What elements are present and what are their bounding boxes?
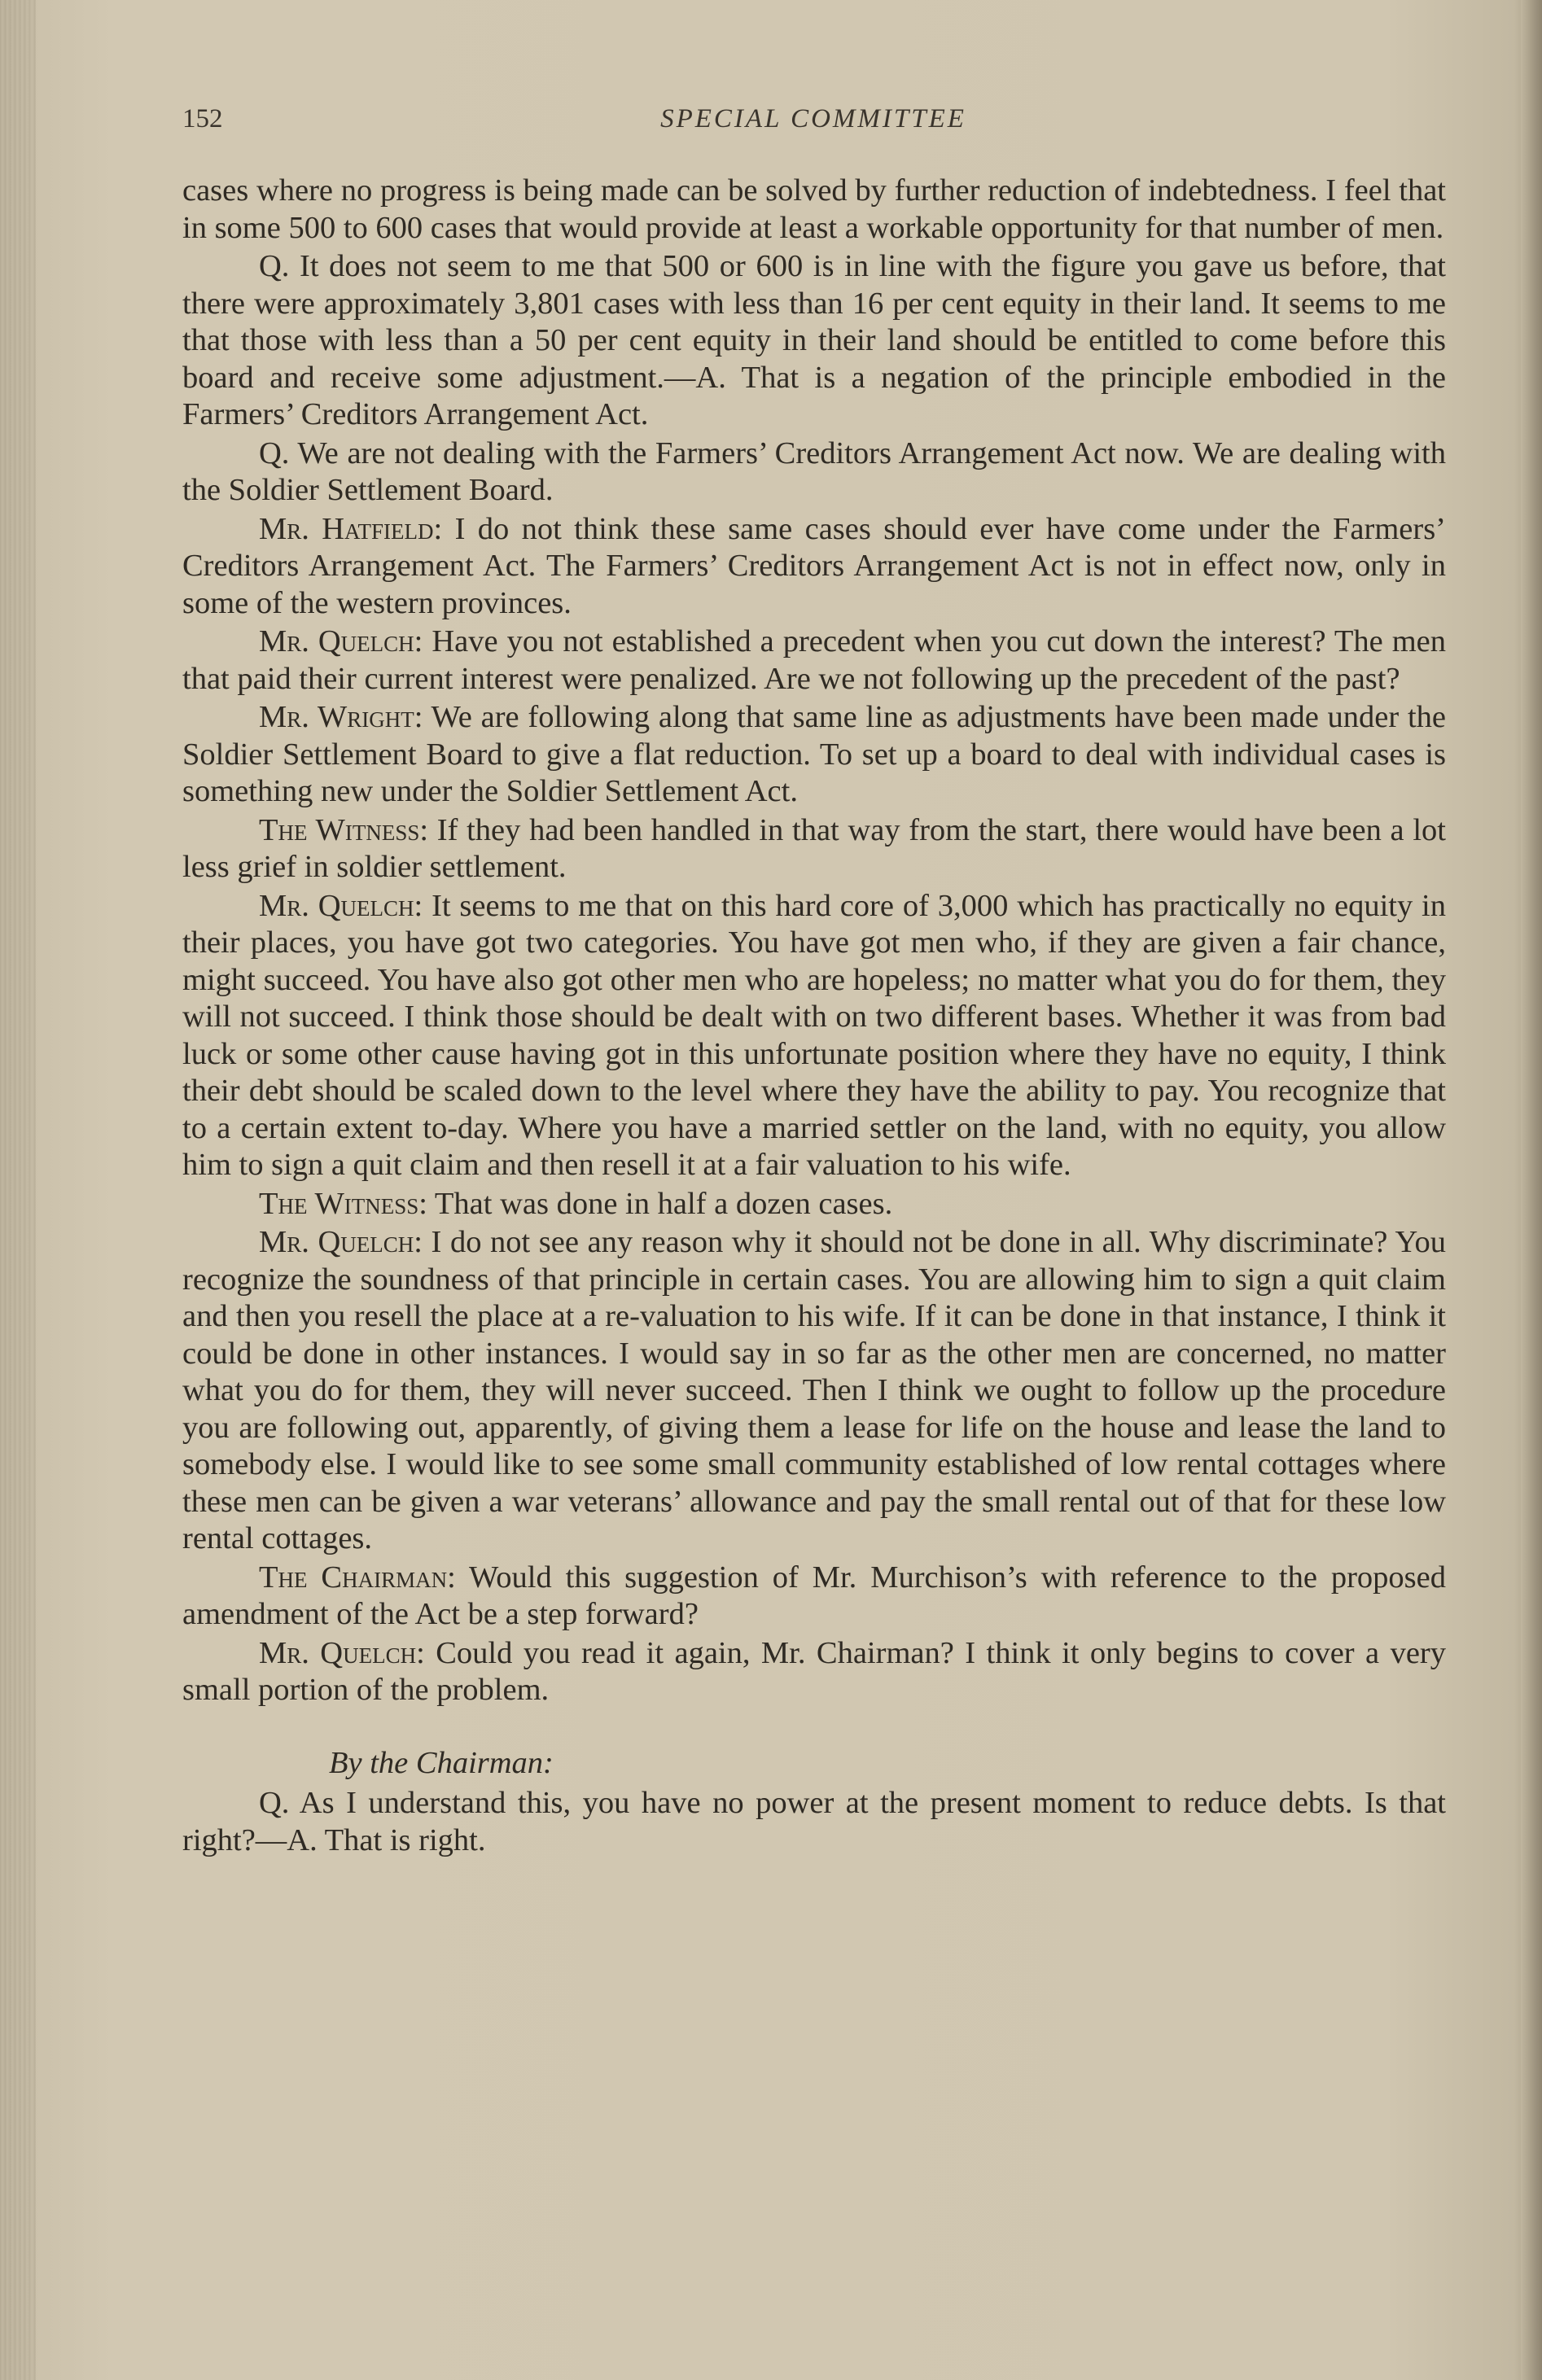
speaker-name: Mr. Quelch: <box>259 1635 425 1670</box>
page-number: 152 <box>182 104 223 133</box>
body-text <box>182 173 1446 1861</box>
paragraph <box>182 435 1446 510</box>
paragraph <box>182 699 1446 811</box>
paragraph <box>182 511 1446 623</box>
paragraph-text: That was done in half a dozen cases. <box>427 1186 893 1221</box>
paragraph <box>182 248 1446 434</box>
paragraph-text: If they had been handled in that way from the start, there would have been a lot less grief in soldier settlement. <box>182 812 1446 884</box>
speaker-name: The Witness: <box>259 1186 427 1221</box>
paragraph-text: Could you read it again, Mr. Chairman? I think it only begins to cover a very small portion of the problem. <box>182 1635 1446 1707</box>
paragraph-text: It seems to me that on this hard core of 3,000 which has practically no equity in their places, you have got two categories. You have got men who, if they are given a fair chance, might succeed. You have also got other men who are hopeless; no matter what you do for them, they will not succeed. I think those should be dealt with on two different bases. Whether it was from bad luck or some other cause having got in this unfortunate position where they have no equity, I think their debt should be scaled down to the level where they have the ability to pay. You recognize that to a certain extent to-day. Where you have a married settler on the land, with no equity, you allow him to sign a quit claim and then resell it at a fair valuation to his wife. <box>182 888 1447 1182</box>
paragraph-text: cases where no progress is being made can be solved by further reduction of indebtedness. I feel that in some 500 to 600 cases that would provide at least a workable opportunity for that number of men. <box>182 173 1446 245</box>
paragraph <box>182 1785 1446 1859</box>
paragraph <box>182 1186 1446 1223</box>
paragraph <box>182 1635 1446 1709</box>
speaker-name: Mr. Wright: <box>259 700 423 734</box>
speaker-name: Mr. Quelch: <box>259 888 423 923</box>
paragraph-text: Q. It does not seem to me that 500 or 600 is in line with the figure you gave us before, that there were approximately 3,801 cases with less than 16 per cent equity in their land. It seems to me that those with less than a 50 per cent equity in their land should be entitled to come before this board and receive some adjustment.—A. That is a negation of the principle embodied in the Farmers’ Creditors Arrangement Act. <box>182 249 1446 431</box>
section-subheading: By the Chairman: <box>329 1745 554 1780</box>
speaker-name: Mr. Quelch: <box>259 624 423 658</box>
paragraph-text: Q. We are not dealing with the Farmers’ Creditors Arrangement Act now. We are dealing with the Soldier Settlement Board. <box>182 435 1446 507</box>
book-gutter <box>0 0 36 2380</box>
paragraph-text: I do not think these same cases should ever have come under the Farmers’ Creditors Arrangement Act. The Farmers’ Creditors Arrangement Act is not in effect now, only in some of the western provinces. <box>182 511 1446 620</box>
paragraph-text: I do not see any reason why it should not be done in all. Why discriminate? You recognize the soundness of that principle in certain cases. You are allowing him to sign a quit claim and then you resell the place at a re-valuation to his wife. If it can be done in that instance, I think it could be done in other instances. I would say in so far as the other men are concerned, no matter what you do for them, they will never succeed. Then I think we ought to follow up the procedure you are following out, apparently, of giving them a lease for life on the house and lease the land to somebody else. I would like to see some small community established of low rental cottages where these men can be given a war veterans’ allowance and pay the small rental out of that for these low rental cottages. <box>182 1225 1446 1555</box>
speaker-name: Mr. Hatfield: <box>259 511 443 546</box>
page-edge <box>1521 0 1542 2380</box>
paragraph <box>182 1224 1446 1558</box>
paragraph-text: We are following along that same line as adjustments have been made under the Soldier Settlement Board to give a flat reduction. To set up a board to deal with individual cases is something new under the Soldier Settlement Act. <box>182 700 1446 808</box>
paragraph-text: Have you not established a precedent when you cut down the interest? The men that paid their current interest were penalized. Are we not following up the precedent of the past? <box>182 624 1447 696</box>
paragraph <box>182 812 1446 886</box>
paragraph-text: Q. As I understand this, you have no power at the present moment to reduce debts. Is that right?—A. That is right. <box>182 1786 1446 1857</box>
paragraph-text: Would this suggestion of Mr. Murchison’s with reference to the proposed amendment of the Act be a step forward? <box>182 1560 1446 1631</box>
paragraph <box>182 173 1446 247</box>
paragraph <box>182 888 1446 1184</box>
page-header <box>182 104 1444 145</box>
speaker-name: The Witness: <box>259 812 429 847</box>
speaker-name: Mr. Quelch: <box>259 1225 423 1259</box>
paragraph <box>182 1560 1446 1634</box>
paragraph <box>182 623 1446 698</box>
speaker-name: The Chairman: <box>259 1560 456 1595</box>
running-head: SPECIAL COMMITTEE <box>660 104 966 133</box>
